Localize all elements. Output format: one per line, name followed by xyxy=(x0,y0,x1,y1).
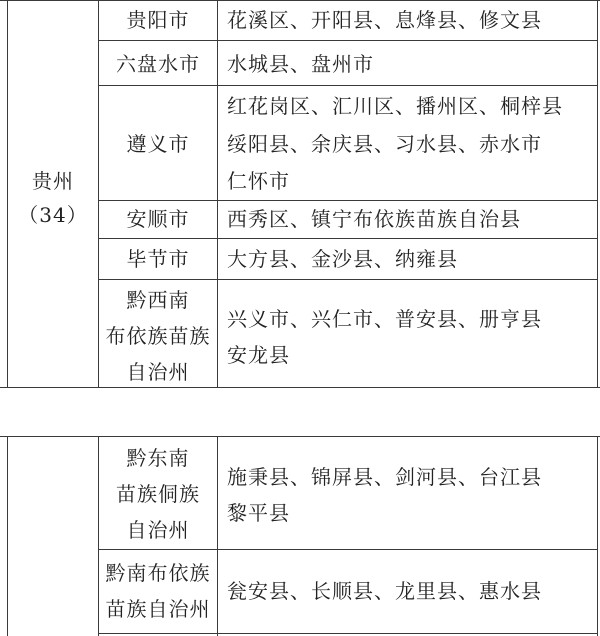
county-list: 兴义市、兴仁市、普安县、册亨县 xyxy=(227,307,542,331)
top-table-col-divider-2 xyxy=(217,0,218,388)
city-cell: 黔东南 xyxy=(126,446,190,470)
city-cell: 布依族苗族 xyxy=(105,324,211,348)
row-divider xyxy=(98,200,598,201)
city-cell: 苗族自治州 xyxy=(105,597,211,621)
county-list: 瓮安县、长顺县、龙里县、惠水县 xyxy=(227,579,542,603)
county-list: 黎平县 xyxy=(227,501,290,525)
city-cell: 黔西南 xyxy=(126,288,190,312)
row-divider xyxy=(98,85,598,86)
county-list: 花溪区、开阳县、息烽县、修文县 xyxy=(227,8,542,32)
city-cell: 贵阳市 xyxy=(126,8,190,32)
city-cell: 黔南布依族 xyxy=(105,561,211,585)
top-table-border-left xyxy=(7,0,8,388)
county-list: 施秉县、锦屏县、剑河县、台江县 xyxy=(227,465,542,489)
city-cell: 安顺市 xyxy=(126,207,190,231)
city-cell: 六盘水市 xyxy=(116,52,200,76)
city-cell: 苗族侗族 xyxy=(116,482,200,506)
row-divider xyxy=(98,549,598,550)
county-list: 西秀区、镇宁布依族苗族自治县 xyxy=(227,207,521,231)
top-table-border-bottom xyxy=(0,387,600,388)
row-divider xyxy=(98,238,598,239)
county-list: 安龙县 xyxy=(227,343,290,367)
city-cell: 毕节市 xyxy=(126,247,190,271)
province-count: （34） xyxy=(18,203,88,227)
row-divider xyxy=(98,40,598,41)
row-divider xyxy=(98,279,598,280)
province-name: 贵州 xyxy=(32,169,74,193)
bottom-table-border-right xyxy=(597,436,598,636)
county-list: 水城县、盘州市 xyxy=(227,52,374,76)
county-list: 绥阳县、余庆县、习水县、赤水市 xyxy=(227,132,542,156)
city-cell: 遵义市 xyxy=(126,132,190,156)
bottom-table-border-top xyxy=(0,436,600,437)
bottom-table-col-divider-2 xyxy=(217,436,218,636)
county-list: 大方县、金沙县、纳雍县 xyxy=(227,247,458,271)
row-divider xyxy=(98,633,598,634)
bottom-table-border-left xyxy=(7,436,8,636)
top-table-border-right xyxy=(597,0,598,388)
city-cell: 自治州 xyxy=(126,518,190,542)
city-cell: 自治州 xyxy=(126,360,190,384)
top-table-border-top xyxy=(0,0,600,1)
county-list: 仁怀市 xyxy=(227,169,290,193)
county-list: 红花岗区、汇川区、播州区、桐梓县 xyxy=(227,94,563,118)
